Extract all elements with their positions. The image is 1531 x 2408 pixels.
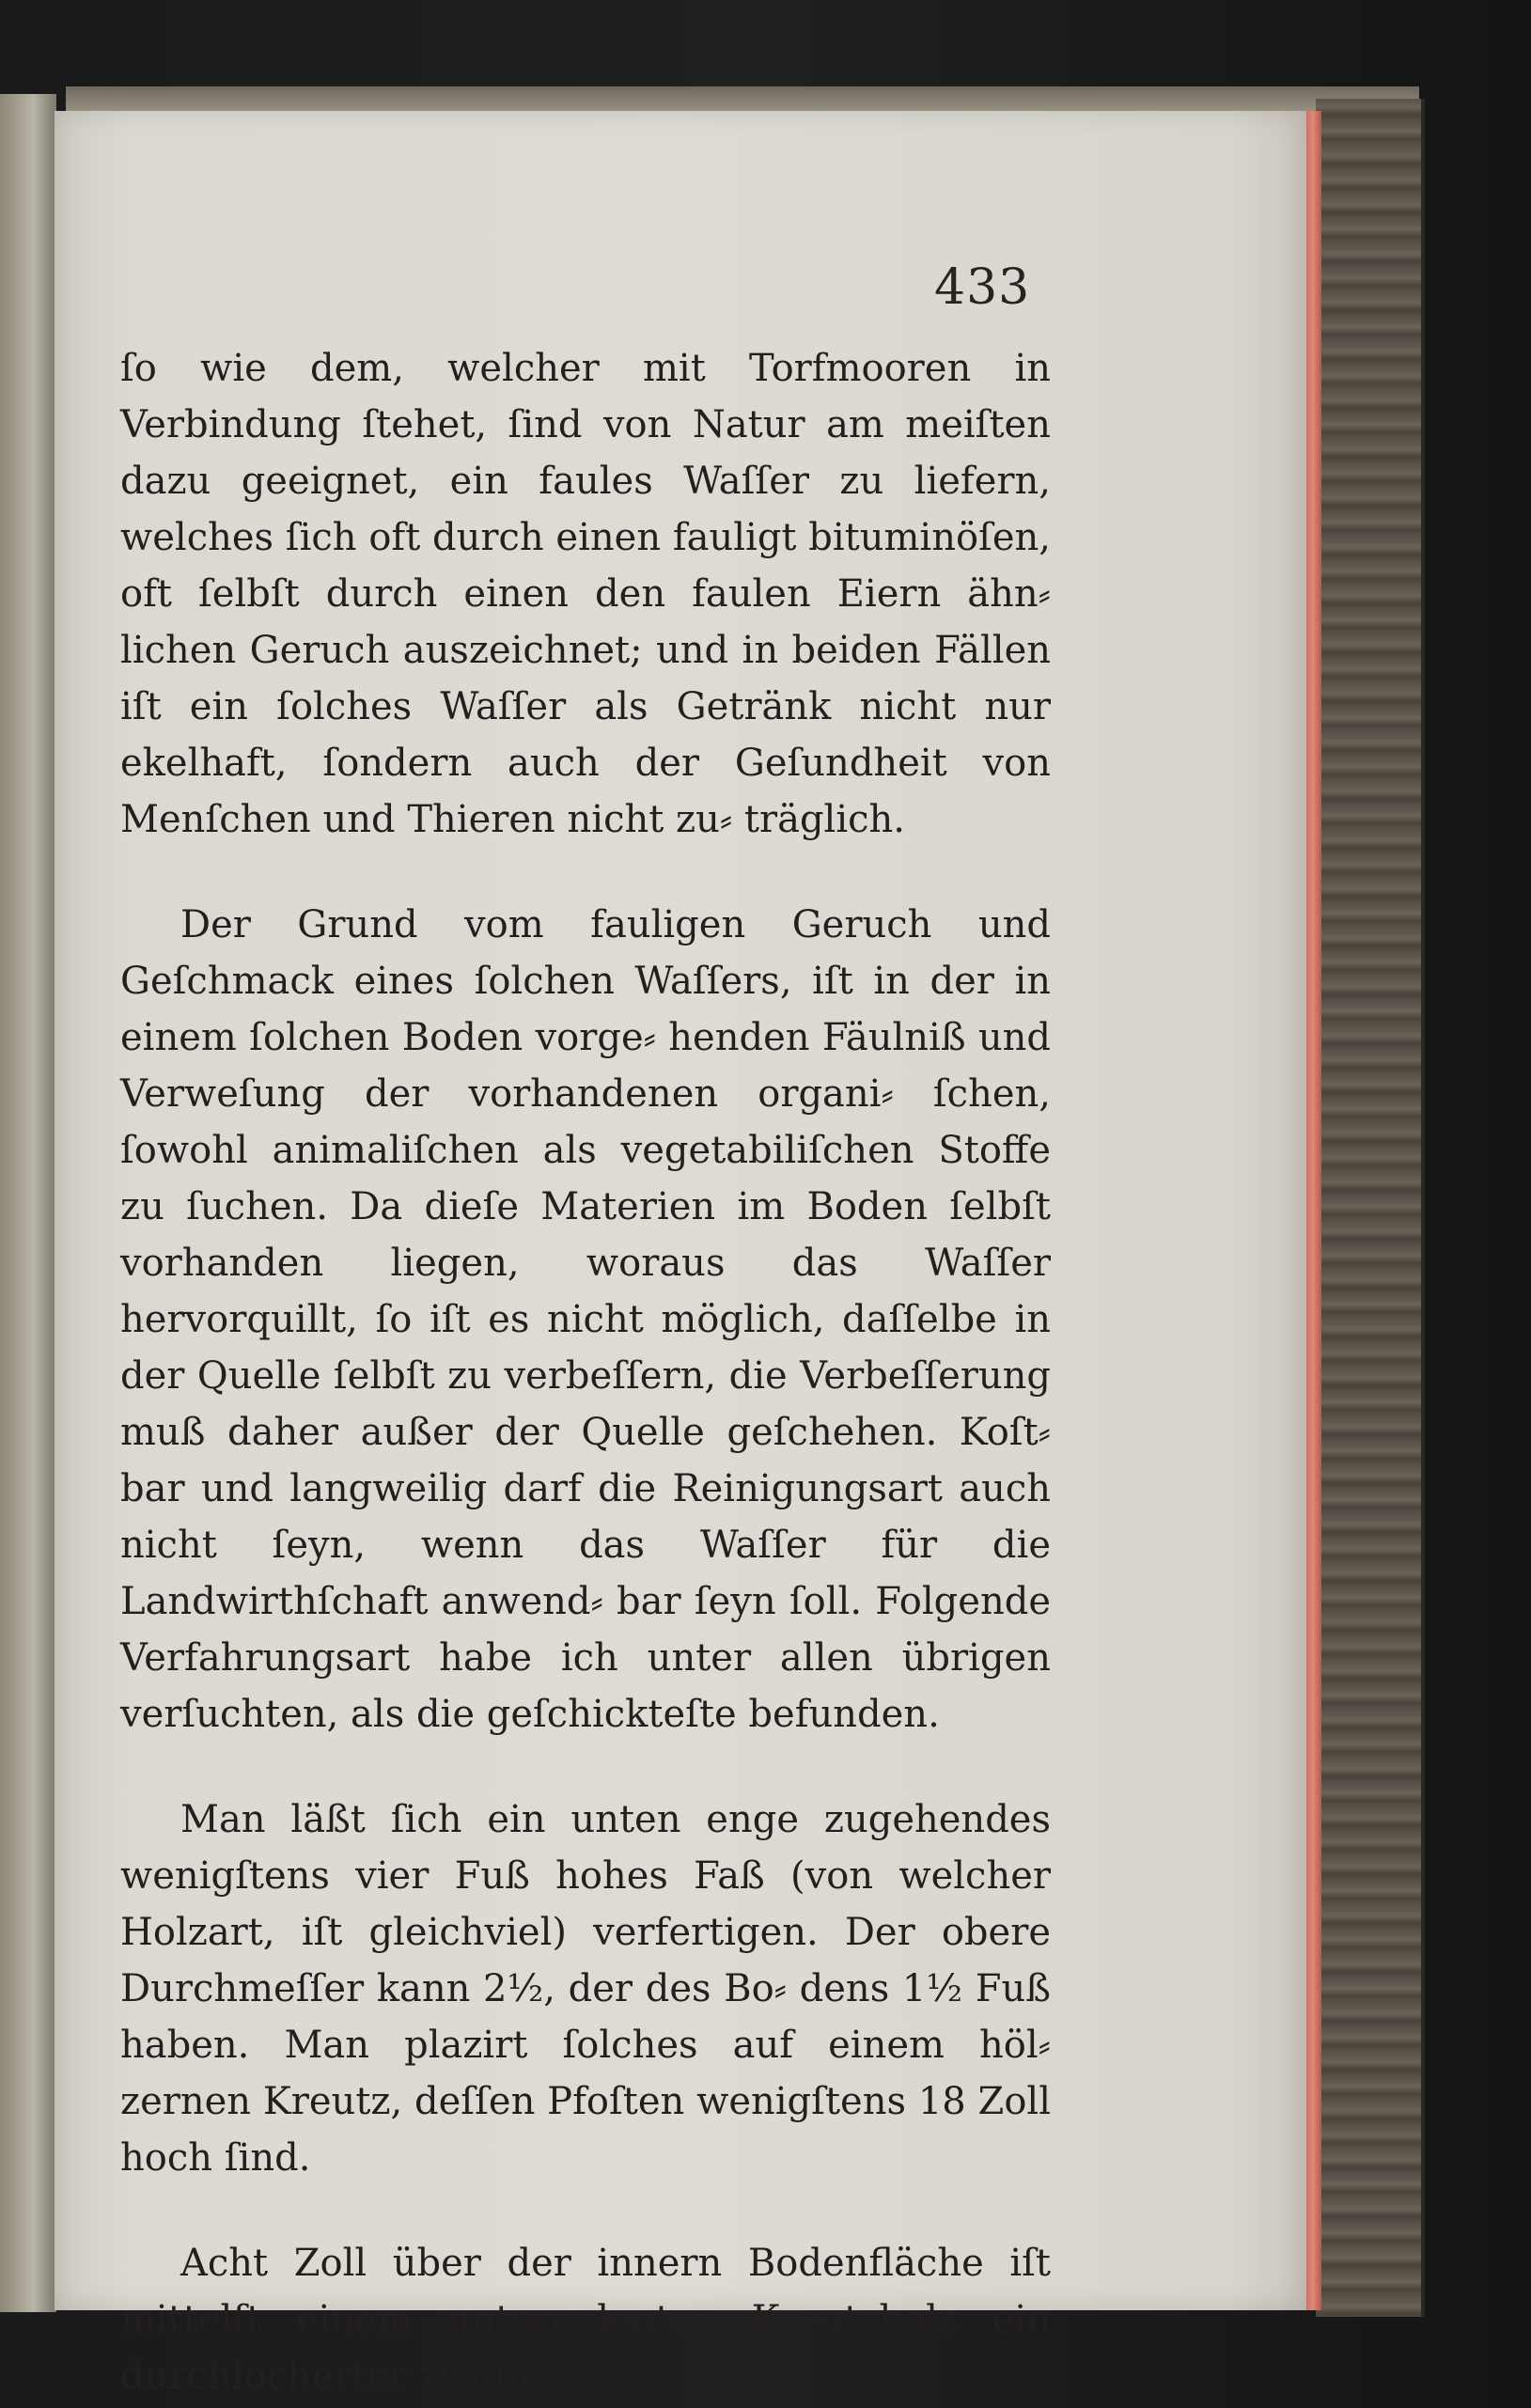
red-page-edge [1304, 111, 1321, 2310]
paragraph-1: ſo wie dem, welcher mit Torfmooren in Verbindung ſtehet, ſind von Natur am meiſten dazu geeignet, ein faules Waſſer zu liefern, welches ſich oft durch einen fauligt bituminöſen, oft ſelbſt durch einen den faulen Eiern ähn⸗ lichen Geruch auszeichnet; und in beiden Fällen iſt ein ſolches Waſſer als Getränk nicht nur ekelhaft, ſondern auch der Geſundheit von Menſchen und Thieren nicht zu⸗ träglich. [120, 347, 1051, 841]
top-book-edge [66, 86, 1419, 113]
page-text [120, 340, 1051, 2404]
paragraph-2: Der Grund vom fauligen Geruch und Geſchmack eines ſolchen Waſſers, iſt in der in einem ſolchen Boden vorge⸗ henden Fäulniß und Verweſung der vorhandenen organi⸗ ſchen, ſowohl animaliſchen als vegetabiliſchen Stoffe zu ſuchen. Da dieſe Materien im Boden ſelbſt vorhanden liegen, woraus das Waſſer hervorquillt, ſo iſt es nicht möglich, daſſelbe in der Quelle ſelbſt zu verbeſſern, die Verbeſſerung muß daher außer der Quelle geſchehen. Koſt⸗ bar und langweilig darf die Reinigungsart auch nicht ſeyn, wenn das Waſſer für die Landwirthſchaft anwend⸗ bar ſeyn ſoll. Folgende Verfahrungsart habe ich unter allen übrigen verſuchten, als die geſchickteſte befunden. [120, 903, 1051, 1736]
book-cover-board [1316, 99, 1425, 2317]
page-number: 433 [934, 259, 1031, 316]
paragraph-3: Man läßt ſich ein unten enge zugehendes wenigſtens vier Fuß hohes Faß (von welcher Holzart, iſt gleichviel) verfertigen. Der obere Durchmeſſer kann 2½, der des Bo⸗ dens 1½ Fuß haben. Man plazirt ſolches auf einem höl⸗ zernen Kreutz, deſſen Pfoſten wenigſtens 18 Zoll hoch ſind. [120, 1798, 1051, 2180]
paragraph-4: Acht Zoll über der innern Bodenfläche iſt mittelſt einem untergelegten Kreutzholz ein durchlöcherter zweiter [120, 2242, 1051, 2398]
left-page-edge [0, 94, 56, 2312]
